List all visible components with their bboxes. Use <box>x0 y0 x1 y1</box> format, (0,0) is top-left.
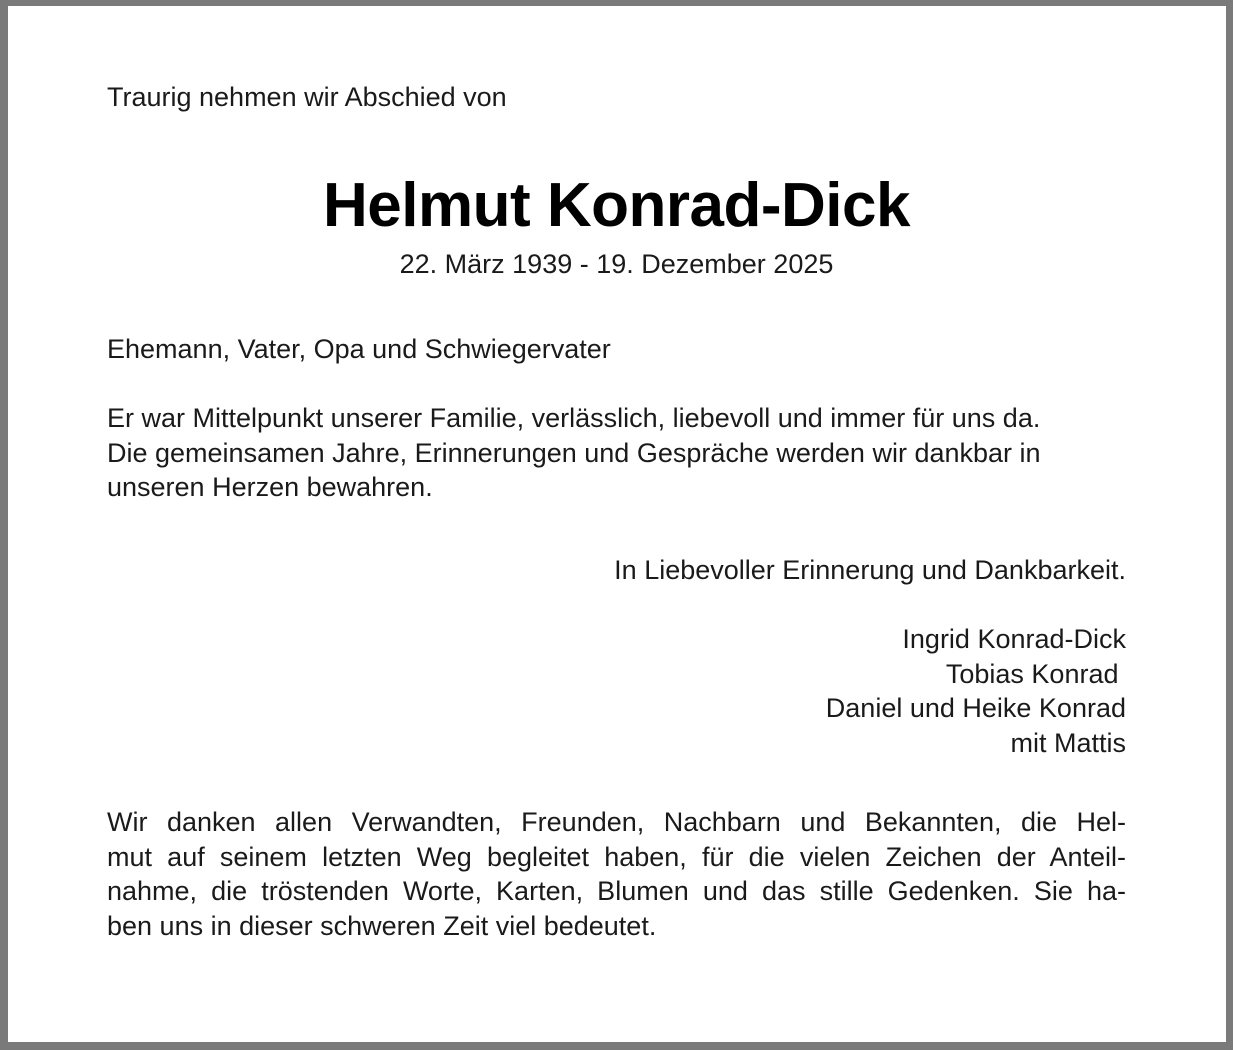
tribute-line: Die gemeinsamen Jahre, Erinnerungen und Gespräche werden wir dankbar in <box>107 437 1041 468</box>
signer-name: Daniel und Heike Konrad <box>825 693 1126 723</box>
thanks-line: mut auf seinem letzten Weg begleitet haben, für die vielen Zeichen der Anteil- <box>107 841 1126 872</box>
signer-name: Tobias Konrad <box>945 658 1126 689</box>
thanks-line: Wir danken allen Verwandten, Freunden, Nachbarn und Bekannten, die Hel- <box>107 807 1126 837</box>
tribute-line: unseren Herzen bewahren. <box>107 472 433 502</box>
signer-name: mit Mattis <box>1010 727 1126 758</box>
life-dates: 22. März 1939 - 19. Dezember 2025 <box>399 249 834 279</box>
signers-list <box>826 622 1126 760</box>
family-roles: Ehemann, Vater, Opa und Schwiegervater <box>107 334 611 364</box>
intro-text: Traurig nehmen wir Abschied von <box>107 82 507 112</box>
thanks-line: nahme, die tröstenden Worte, Karten, Blumen und das stille Gedenken. Sie ha- <box>107 876 1126 906</box>
thanks-line: ben uns in dieser schweren Zeit viel bedeutet. <box>107 910 657 941</box>
signer-name: Ingrid Konrad-Dick <box>902 624 1126 654</box>
tribute-line: Er war Mittelpunkt unserer Familie, verlässlich, liebevoll und immer für uns da. <box>107 403 1041 433</box>
deceased-name: Helmut Konrad-Dick <box>323 171 910 240</box>
closing-line: In Liebevoller Erinnerung und Dankbarkeit. <box>614 555 1126 585</box>
tribute-paragraph <box>107 401 1126 505</box>
thanks-paragraph <box>107 805 1126 943</box>
